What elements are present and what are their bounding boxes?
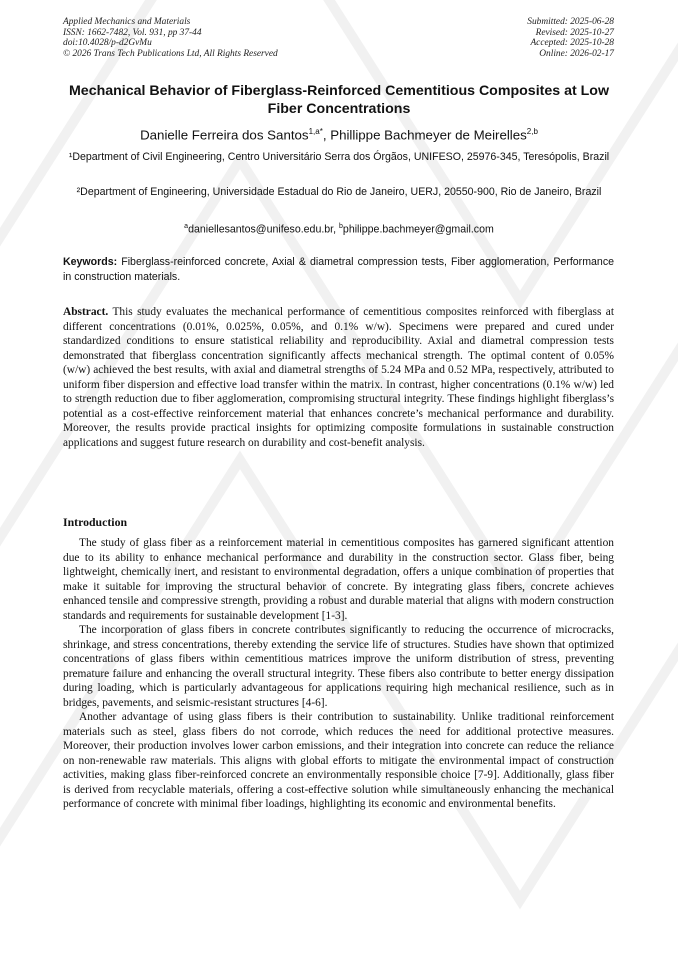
author-separator: , [322, 127, 331, 143]
abstract-block [63, 305, 614, 450]
introduction-paragraph-1: The study of glass fiber as a reinforcement material in cementitious composites has garnered significant attention due to its ability to enhance mechanical performance and durability in the construction sector. Glass fiber, being lightweight, chemically inert, and resistant to environmental degradation, offers a unique combination of properties that make it suitable for improving the structural behavior of concrete. By integrating glass fibers, concrete achieves enhanced tensile and compressive strength, providing a robust and durable material that aligns with modern construction standards and requirements for sustainable development [1-3]. [63, 537, 614, 622]
email-separator: , [333, 223, 340, 236]
keywords-text: Fiberglass-reinforced concrete, Axial & diametral compression tests, Fiber agglomeration, Performance in construction materials. [63, 256, 615, 283]
online-date: Online: 2026-02-17 [539, 48, 614, 59]
email-b[interactable]: philippe.bachmeyer@gmail.com [342, 223, 494, 236]
author-2-name: Phillippe Bachmeyer de Meirelles [330, 127, 527, 143]
author-1-affiliation-mark: 1,a* [308, 127, 323, 136]
introduction-paragraph-3: Another advantage of using glass fibers is their contribution to sustainability. Unlike traditional reinforcement materials such as steel, glass fibers do not corrode, which reduces the need for additional protective measures. Moreover, their production involves lower carbon emissions, and their integration into concrete can reduce the reliance on non-renewable raw materials. This aligns with global efforts to mitigate the environmental impact of construction activities, making glass fiber-reinforced concrete an environmentally responsible choice [7-9]. Additionally, glass fiber is derived from recyclable materials, offering a cost-effective solution while simultaneously enhancing the mechanical performance of concrete with minimal fiber loadings, highlighting its economic and environmental benefits. [63, 711, 614, 810]
author-1-name: Danielle Ferreira dos Santos [140, 127, 309, 143]
paper-title: Mechanical Behavior of Fiberglass-Reinforced Cementitious Composites at Low Fiber Concentrations [68, 83, 610, 117]
abstract-label: Abstract. [63, 306, 109, 318]
introduction-heading: Introduction [63, 515, 128, 529]
email-a-mark: a [184, 223, 189, 230]
author-2-affiliation-mark: 2,b [526, 127, 538, 136]
author-emails [63, 219, 615, 238]
email-b-mark: b [339, 223, 343, 230]
copyright: © 2026 Trans Tech Publications Ltd, All Rights Reserved [63, 48, 278, 59]
affiliation-1: ¹Department of Civil Engineering, Centro Universitário Serra dos Órgãos, UNIFESO, 25976-345, Teresópolis, Brazil [68, 151, 610, 163]
abstract-text: This study evaluates the mechanical performance of cementitious composites reinforced with fiberglass at different concentrations (0.01%, 0.025%, 0.05%, and 0.1% w/w). Specimens were prepared and cured under standardized conditions to ensure statistical reliability and reproducibility. Axial and diametral compression tests demonstrated that fiberglass concentration significantly affects mechanical strength. The optimal content of 0.05% (w/w) achieved the best results, with axial and diametral strengths of 5.24 MPa and 0.52 MPa, respectively, attributed to uniform fiber dispersion and effective load transfer within the matrix. In contrast, higher concentrations (0.1% w/w) led to strength reduction due to fiber agglomeration, compromising structural integrity. These findings highlight fiberglass’s potential as a cost-effective reinforcement material that enhances concrete’s mechanical performance and durability. Moreover, the results provide practical insights for optimizing composite formulations in sustainable construction applications and suggest future research on durability and cost-benefit analysis. [63, 306, 614, 449]
issn-volume-pages: ISSN: 1662-7482, Vol. 931, pp 37-44 [63, 27, 202, 38]
publication-dates [527, 17, 614, 59]
revised-date: Revised: 2025-10-27 [535, 27, 614, 38]
keywords-block [63, 255, 614, 284]
submitted-date: Submitted: 2025-06-28 [527, 17, 614, 27]
author-list [63, 123, 615, 143]
introduction-body [63, 536, 614, 812]
introduction-paragraph-2: The incorporation of glass fibers in concrete contributes significantly to reducing the occurrence of microcracks, shrinkage, and stress concentrations, thereby extending the service life of structures. Studies have shown that optimized concentrations of glass fibers within cementitious matrices improve the uniform distribution of stress, preventing premature failure and enhancing the overall structural integrity. These fibers also contribute to better energy dissipation during loading, which is particularly advantageous for applications requiring high mechanical resilience, such as in bridges, pavements, and seismic-resistant structures [4-6]. [63, 624, 614, 709]
email-a[interactable]: daniellesantos@unifeso.edu.br [188, 223, 334, 236]
doi: doi:10.4028/p-d2GvMu [63, 38, 152, 49]
journal-name: Applied Mechanics and Materials [63, 17, 191, 27]
affiliation-2: ²Department of Engineering, Universidade Estadual do Rio de Janeiro, UERJ, 20550-900, Rio de Janeiro, Brazil [76, 186, 602, 198]
journal-info [63, 17, 278, 59]
keywords-label: Keywords: [63, 256, 118, 268]
accepted-date: Accepted: 2025-10-28 [530, 38, 614, 49]
